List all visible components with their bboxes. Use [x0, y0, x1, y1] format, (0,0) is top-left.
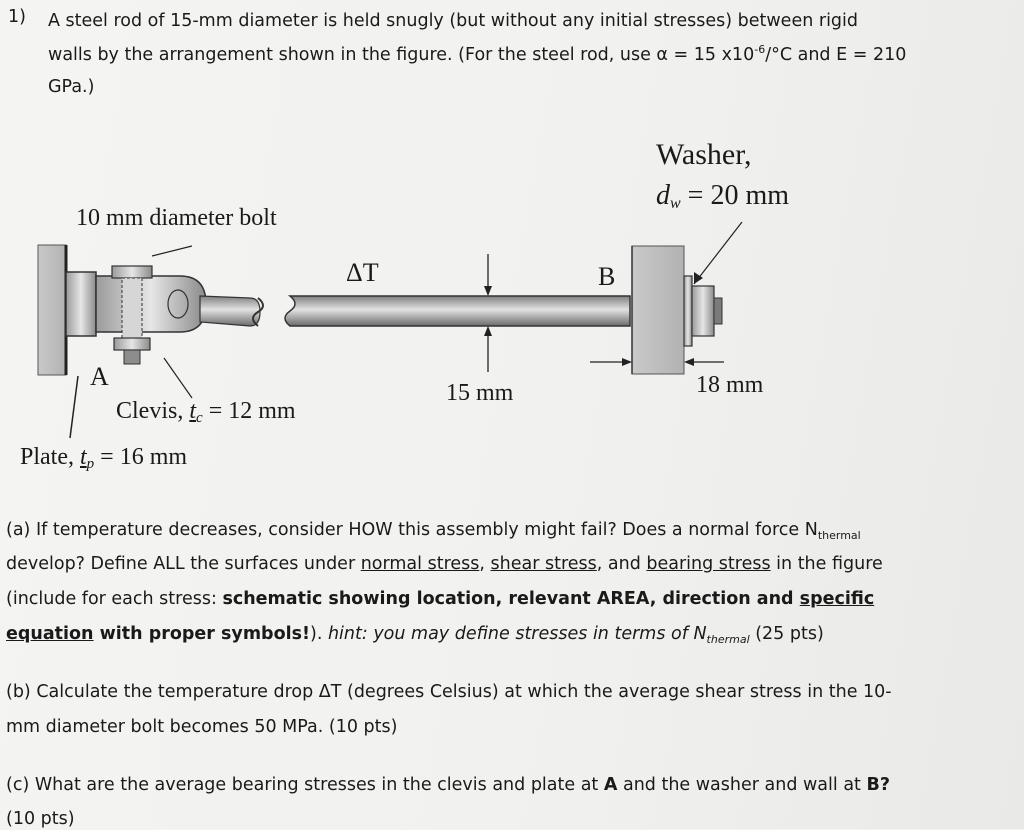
- part-a-line-4: [6, 623, 824, 647]
- a-leader: [70, 376, 78, 438]
- clevis-text: Clevis,: [116, 398, 190, 424]
- right-wall: [632, 246, 684, 374]
- problem-statement-line-1: A steel rod of 15-mm diameter is held snugly (but without any initial stresses) between rigid: [48, 11, 859, 31]
- bolt-nut: [114, 338, 150, 350]
- part-a-line-1: [6, 519, 861, 543]
- bolt-leader: [152, 246, 192, 256]
- separator: , and: [596, 554, 647, 574]
- line2-text-end: /°C and E = 210: [765, 45, 907, 65]
- plate-symbol: t: [80, 444, 87, 470]
- part-a-text: (include for each stress:: [6, 589, 223, 609]
- part-a-line-2: [6, 553, 883, 575]
- bolt-head: [112, 266, 152, 278]
- plate-subscript: p: [86, 456, 95, 472]
- part-a-text: ).: [310, 624, 328, 644]
- steel-rod: [285, 296, 630, 326]
- clevis-symbol: t: [189, 398, 197, 424]
- problem-number: 1): [8, 7, 26, 27]
- bolt-shank: [122, 278, 142, 338]
- delta-t-label: ΔT: [346, 258, 379, 287]
- washer: [684, 276, 692, 346]
- washer-diameter-label: [656, 180, 789, 212]
- part-a-hint: hint: you may define stresses in terms of N: [327, 624, 707, 644]
- wall-dim-left-arrow: [622, 358, 632, 366]
- rod-dim-top-arrow: [484, 286, 492, 296]
- part-c-line-2: (10 pts): [6, 809, 75, 829]
- part-a-subscript: thermal: [817, 529, 861, 542]
- assembly-figure: [0, 130, 1024, 480]
- part-a-text: develop? Define ALL the surfaces under: [6, 554, 361, 574]
- plate-text: Plate,: [20, 444, 80, 470]
- part-a-bold: with proper symbols!: [93, 624, 310, 644]
- rod-thread: [714, 298, 722, 324]
- washer-leader: [694, 222, 742, 284]
- part-a-bold: schematic showing location, relevant AREA, direction and: [222, 589, 800, 609]
- end-nut: [692, 286, 714, 336]
- part-a-text: in the figure: [770, 554, 883, 574]
- part-b-line-1: (b) Calculate the temperature drop ΔT (degrees Celsius) at which the average shear stress in the 10-: [6, 682, 892, 702]
- washer-dia-subscript: w: [670, 195, 681, 212]
- plate: [66, 272, 96, 336]
- bearing-stress-term: bearing stress: [646, 554, 771, 574]
- clevis-value: = 12 mm: [202, 398, 296, 424]
- part-a-bold-underline: specific: [799, 589, 875, 609]
- part-a-points: (25 pts): [749, 624, 824, 644]
- plate-value: = 16 mm: [94, 444, 188, 470]
- bolt-label: 10 mm diameter bolt: [76, 205, 277, 231]
- point-b-label: B: [598, 262, 616, 291]
- part-a-bold-underline: equation: [6, 624, 94, 644]
- problem-statement-line-3: GPa.): [48, 77, 95, 97]
- clevis-label: [116, 398, 296, 425]
- part-a-line-3: [6, 588, 874, 610]
- clevis-leader: [164, 358, 192, 398]
- line2-text: walls by the arrangement shown in the figure. (For the steel rod, use α = 15 x10: [48, 45, 755, 65]
- normal-stress-term: normal stress: [360, 554, 480, 574]
- problem-statement-line-2: [48, 44, 906, 68]
- part-c-text: (c) What are the average bearing stresses in the clevis and plate at: [6, 775, 604, 795]
- clevis-subscript: c: [196, 410, 203, 426]
- plate-label: [20, 444, 187, 471]
- part-c-point-b: B: [866, 775, 880, 795]
- clevis: [96, 276, 206, 332]
- part-a-hint-subscript: thermal: [706, 633, 750, 646]
- part-b-line-2: mm diameter bolt becomes 50 MPa. (10 pts): [6, 717, 398, 737]
- wall-thickness-dim: 18 mm: [696, 372, 764, 398]
- part-c-line-1: [6, 774, 890, 796]
- washer-dia-symbol: d: [656, 180, 670, 211]
- rod-diameter-dim: 15 mm: [446, 380, 514, 406]
- part-c-question-mark: ?: [879, 775, 890, 795]
- part-c-point-a: A: [603, 775, 618, 795]
- clevis-neck: [200, 296, 260, 326]
- rod-dim-bottom-arrow: [484, 326, 492, 336]
- wall-dim-right-arrow: [684, 358, 694, 366]
- washer-dia-value: = 20 mm: [680, 180, 790, 211]
- part-c-text: and the washer and wall at: [617, 775, 867, 795]
- separator: ,: [479, 554, 491, 574]
- washer-label: Washer,: [656, 138, 752, 171]
- exponent: -6: [754, 43, 766, 56]
- point-a-label: A: [90, 362, 109, 391]
- left-wall: [38, 245, 66, 375]
- bolt-thread: [124, 350, 140, 364]
- part-a-text: (a) If temperature decreases, consider HOW this assembly might fail? Does a normal force N: [6, 520, 818, 540]
- shear-stress-term: shear stress: [490, 554, 597, 574]
